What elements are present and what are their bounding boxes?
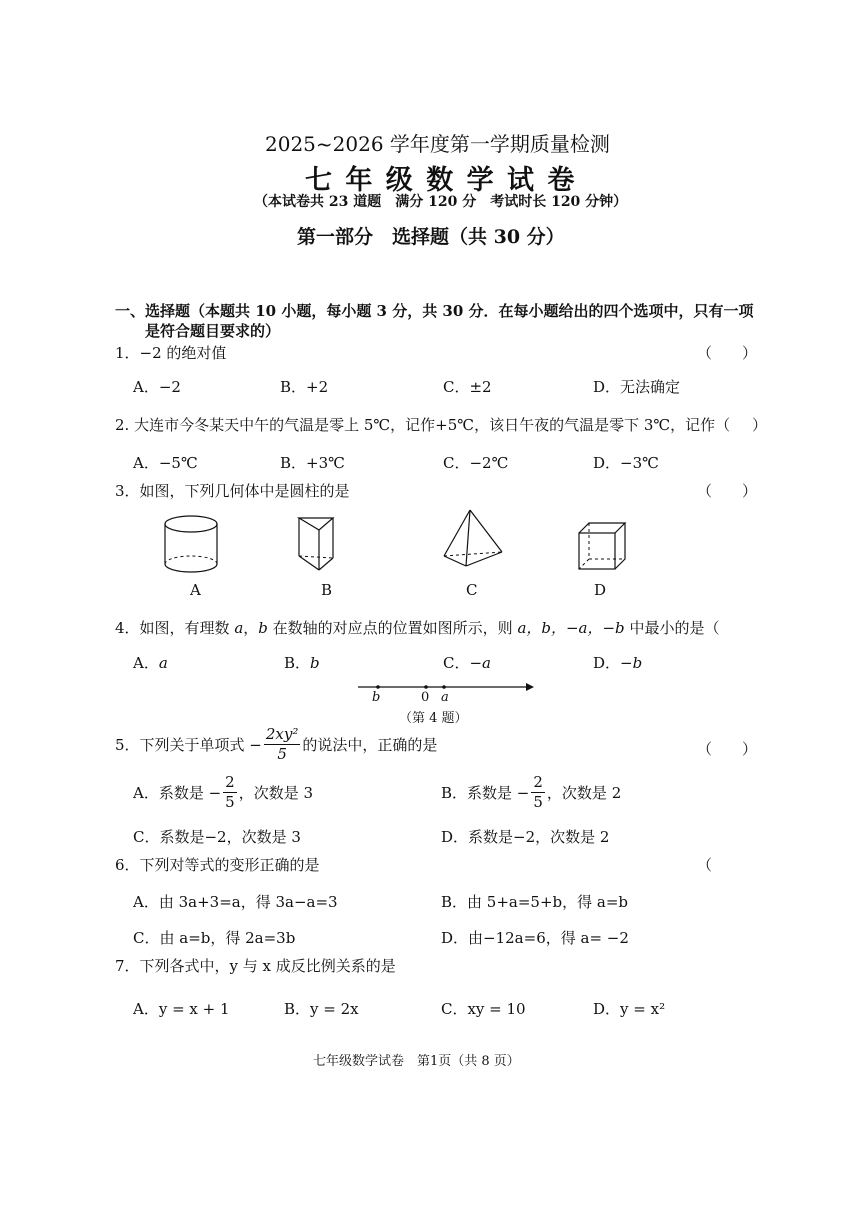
q2-option-a: A．−5℃ xyxy=(133,454,198,472)
q3-answer-paren: （ ） xyxy=(697,482,758,500)
q7-option-d: D．y = x² xyxy=(593,1000,666,1018)
q4-option-a xyxy=(133,652,168,673)
figure-label-d: D xyxy=(594,581,607,599)
option-a-fraction xyxy=(223,775,237,810)
q1-stem: 1．−2 的绝对值 xyxy=(115,344,227,362)
q5-answer-paren: （ ） xyxy=(697,740,758,758)
exam-info: （本试卷共 23 道题 满分 120 分 考试时长 120 分钟） xyxy=(254,194,628,210)
q6-stem: 6．下列对等式的变形正确的是 xyxy=(115,856,320,874)
point-0-dot xyxy=(424,685,428,689)
q2-option-c: C．−2℃ xyxy=(443,454,509,472)
option-a-numerator: 2 xyxy=(225,773,235,791)
q1-option-a: A．−2 xyxy=(133,378,181,396)
q4-option-c xyxy=(443,652,491,673)
q4-option-b xyxy=(284,652,320,673)
q4-var-a: a xyxy=(234,619,244,637)
option-a-denominator: 5 xyxy=(225,793,235,811)
point-b-dot xyxy=(376,685,380,689)
q4-option-d-value: −b xyxy=(620,654,643,672)
q6-open-paren: （ xyxy=(697,856,713,874)
q1-option-c: C．±2 xyxy=(443,378,492,396)
q4-option-c-value: −a xyxy=(469,654,491,672)
section-heading: 一、选择题（本题共 10 小题，每小题 3 分，共 30 分．在每小题给出的四个选项中，只有一项 xyxy=(115,302,754,320)
q5-option-b-post: ，次数是 2 xyxy=(546,784,622,802)
q4-option-a-value: a xyxy=(158,654,168,672)
q1-answer-paren: （ ） xyxy=(697,344,758,362)
pyramid-figure xyxy=(442,508,504,570)
part-title: 第一部分 选择题（共 30 分） xyxy=(297,226,565,248)
fraction-denominator: 5 xyxy=(277,745,287,763)
exam-term: 2025~2026 学年度第一学期质量检测 xyxy=(265,132,610,156)
axis-label-b: b xyxy=(372,690,381,705)
section-heading-cont: 是符合题目要求的） xyxy=(145,322,281,340)
figure-caption: （第 4 题） xyxy=(399,711,468,726)
q4-option-b-label: B． xyxy=(284,654,311,672)
page-footer: 七年级数学试卷 第1页（共 8 页） xyxy=(313,1054,520,1069)
axis-label-a: a xyxy=(441,690,449,705)
option-b-denominator: 5 xyxy=(533,793,543,811)
option-b-fraction xyxy=(531,775,545,810)
q5-option-a-post: ，次数是 3 xyxy=(238,784,314,802)
q5-option-a-pre: A．系数是 − xyxy=(133,784,222,802)
q2-stem: 2. 大连市今冬某天中午的气温是零上 5℃，记作+5℃，该日午夜的气温是零下 3℃，记作（ xyxy=(115,416,731,434)
monomial-fraction xyxy=(264,727,301,762)
q2-option-d: D．−3℃ xyxy=(593,454,659,472)
q7-option-b: B．y = 2x xyxy=(284,1000,359,1018)
q5-option-c: C．系数是−2，次数是 3 xyxy=(133,828,301,846)
q1-option-d: D．无法确定 xyxy=(593,378,681,396)
cube-figure xyxy=(577,521,627,571)
q5-option-d: D．系数是−2，次数是 2 xyxy=(441,828,610,846)
q7-option-c: C．xy = 10 xyxy=(441,1000,526,1018)
q6-option-c: C．由 a=b，得 2a=3b xyxy=(133,929,296,947)
q5-stem xyxy=(115,727,437,762)
figure-label-a: A xyxy=(190,581,201,599)
q4-option-c-label: C． xyxy=(443,654,470,672)
q2-close-paren: ） xyxy=(752,416,768,434)
q3-stem: 3．如图，下列几何体中是圆柱的是 xyxy=(115,482,350,500)
q4-stem xyxy=(115,617,719,638)
q5-stem-pre: 5．下列关于单项式 − xyxy=(115,736,262,754)
prism-figure xyxy=(297,514,337,572)
fraction-numerator: 2xy² xyxy=(265,725,299,743)
axis-label-0: 0 xyxy=(421,690,430,705)
q6-option-d: D．由−12a=6，得 a= −2 xyxy=(441,929,629,947)
q7-stem: 7．下列各式中，y 与 x 成反比例关系的是 xyxy=(115,957,396,975)
q4-value-list: a，b，−a，−b xyxy=(517,619,625,637)
q4-stem-post: 中最小的是（ xyxy=(624,619,720,637)
q5-option-b xyxy=(441,775,621,810)
q4-option-a-label: A． xyxy=(133,654,159,672)
option-b-numerator: 2 xyxy=(533,773,543,791)
q5-option-b-pre: B．系数是 − xyxy=(441,784,530,802)
point-a-dot xyxy=(442,685,446,689)
q6-option-a: A．由 3a+3=a，得 3a−a=3 xyxy=(133,893,338,911)
q5-stem-post: 的说法中，正确的是 xyxy=(302,736,438,754)
q7-option-a: A．y = x + 1 xyxy=(133,1000,230,1018)
figure-label-b: B xyxy=(321,581,333,599)
q4-option-b-value: b xyxy=(310,654,320,672)
q5-option-a xyxy=(133,775,313,810)
q4-option-d-label: D． xyxy=(593,654,621,672)
q4-stem-pre: 4．如图，有理数 xyxy=(115,619,235,637)
cylinder-figure xyxy=(163,514,223,576)
q4-var-b: b xyxy=(258,619,268,637)
q4-comma: ， xyxy=(243,619,259,637)
q4-stem-mid: 在数轴的对应点的位置如图所示，则 xyxy=(267,619,518,637)
q1-option-b: B．+2 xyxy=(280,378,329,396)
figure-label-c: C xyxy=(466,581,478,599)
q4-option-d xyxy=(593,652,642,673)
exam-title: 七 年 级 数 学 试 卷 xyxy=(305,165,577,196)
q2-option-b: B．+3℃ xyxy=(280,454,345,472)
q6-option-b: B．由 5+a=5+b，得 a=b xyxy=(441,893,629,911)
